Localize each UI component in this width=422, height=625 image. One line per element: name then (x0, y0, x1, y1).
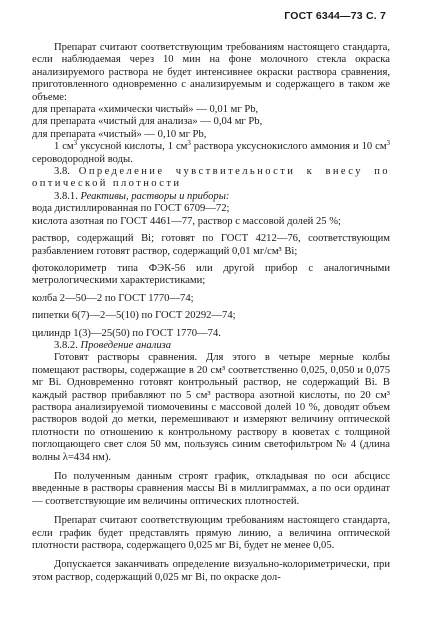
list-item: для препарата «химически чистый» — 0,01 мг Pb, (32, 104, 259, 116)
reagent-item: раствор, содержащий Bi; готовят по ГОСТ 4212—76, соответствующим разбавлением готовят раствор, содержащий 0,01 мг/см³ Bi; (32, 233, 390, 257)
paragraph-4: По полученным данным строят график, откладывая по оси абсцисс введенные в растворы сравнения массы Bi в миллиграммах, а по оси ординат — соответствующие им величины оптических плотностей. (32, 471, 390, 507)
section-3-8-2-heading: 3.8.2. Проведение анализа (54, 339, 172, 351)
list-item: для препарата «чистый для анализа» — 0,04 мг Pb, (32, 116, 263, 128)
reagent-item: кислота азотная по ГОСТ 4461—77, раствор с массовой долей 25 %; (32, 215, 341, 227)
paragraph-2: 1 $см^3$ уксусной кислоты, 1 $см^3$ раствора уксуснокислого аммония и 10 $см^3$ сероводородной воды. (32, 139, 391, 165)
reagent-item: цилиндр 1(3)—25(50) по ГОСТ 1770—74. (32, 327, 221, 339)
section-3-8-1-heading: 3.8.1. Реактивы, растворы и приборы: (54, 190, 230, 202)
page-header: ГОСТ 6344—73 С. 7 (284, 10, 386, 22)
paragraph-5: Препарат считают соответствующим требованиям настоящего стандарта, если график будет представлять прямую линию, а величина оптической плотности раствора, содержащего 0,025 мг Bi, будет не менее 0,05. (32, 515, 390, 552)
paragraph-3: Готовят растворы сравнения. Для этого в четыре мерные колбы помещают растворы, содержащие в 20 см³ соответственно 0,025, 0,050 и 0,075 мг Bi. Одновременно готовят контрольный раствор, не содержащий Bi. В каждый раствор прибавляют по 5 см³ раствора азотной кислоты, по 20 см³ раствора анализируемой тиомочевины с массовой долей 10 %, доводят объем растворов водой до метки, перемешивают и измеряют величину оптической плотности по отношению к контрольному раствору в кюветах с толщиной поглощающего свет слоя 50 мм, пользуясь синим светофильтром № 4 (длина волны λ=434 нм). (32, 352, 390, 463)
reagent-item: пипетки 6(7)—2—5(10) по ГОСТ 20292—74; (32, 310, 236, 322)
reagent-item: колба 2—50—2 по ГОСТ 1770—74; (32, 292, 194, 304)
section-3-8-heading: 3.8. Определение чувствительности к внесу по оптической плотности (32, 166, 390, 190)
list-item: для препарата «чистый» — 0,10 мг Pb, (32, 128, 207, 140)
reagent-item: фотоколориметр типа ФЭК-56 или другой прибор с аналогичными метрологическими характеристиками; (32, 262, 390, 287)
paragraph-1: Препарат считают соответствующим требованиям настоящего стандарта, если наблюдаемая через 10 мин на фоне молочного стекла окраска анализируемого раствора не будет интенсивнее окраски раствора сравнения, приготовленного одновременно с анализируемым и содержащего в таком же объеме: (32, 42, 390, 103)
paragraph-6: Допускается заканчивать определение визуально-колориметрически, при этом раствор, содержащий 0,025 мг Bi, по окраске дол- (32, 559, 390, 583)
reagent-item: вода дистиллированная по ГОСТ 6709—72; (32, 203, 230, 215)
document-body (32, 42, 390, 584)
